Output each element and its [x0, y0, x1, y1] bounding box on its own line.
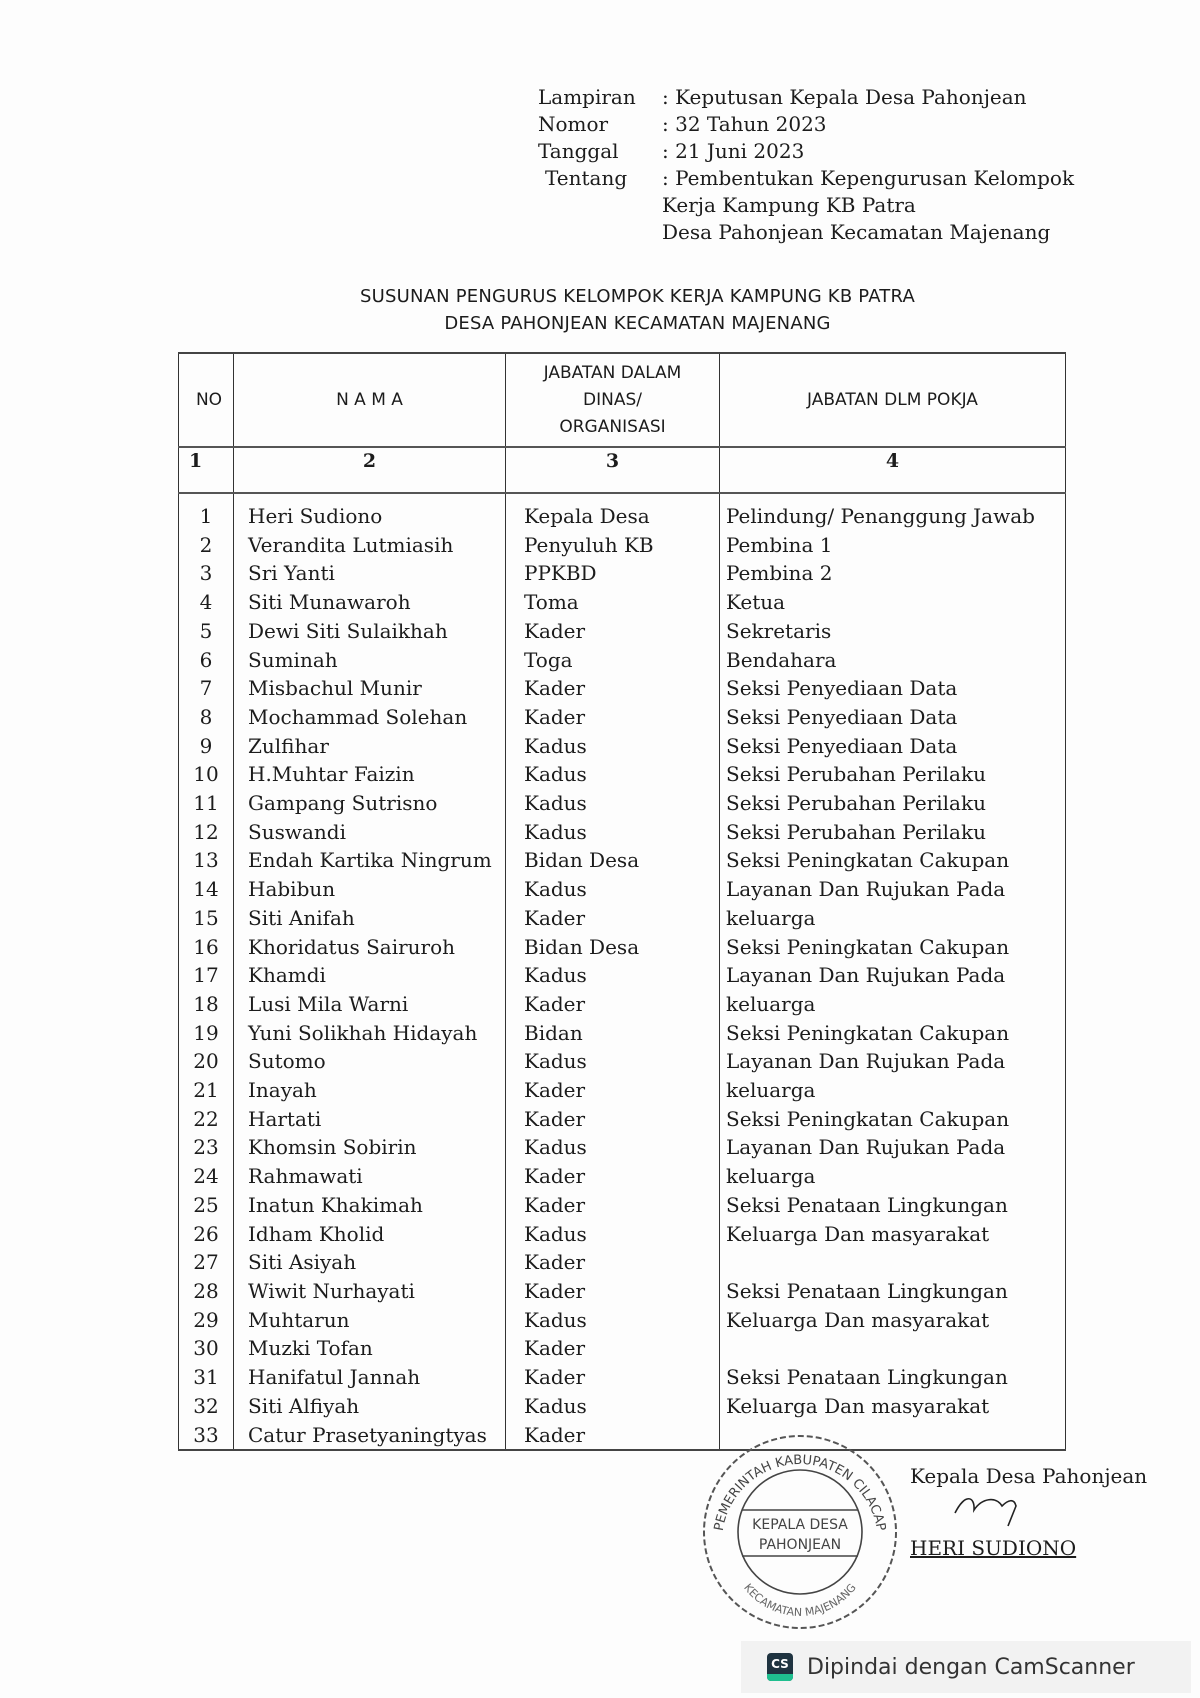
header-nama: N A M A	[234, 353, 506, 447]
signatory-name: HERI SUDIONO	[910, 1536, 1077, 1560]
jabatan-dinas: Kader	[506, 1277, 720, 1306]
header-jabatan-pokja: JABATAN DLM POKJA	[720, 353, 1066, 447]
row-number: 10	[179, 760, 234, 789]
table-row	[179, 531, 1066, 560]
table-row	[179, 674, 1066, 703]
table-row	[179, 1392, 1066, 1421]
member-name: Siti Munawaroh	[234, 588, 506, 617]
row-number: 13	[179, 846, 234, 875]
table-row	[179, 1047, 1066, 1076]
member-name: H.Muhtar Faizin	[234, 760, 506, 789]
signature-scribble	[950, 1488, 1040, 1528]
member-name: Sri Yanti	[234, 559, 506, 588]
member-name: Habibun	[234, 875, 506, 904]
table-row	[179, 1334, 1066, 1363]
jabatan-dinas: Kader	[506, 1162, 720, 1191]
nomor-value: : 32 Tahun 2023	[662, 112, 827, 136]
jabatan-dinas: Kadus	[506, 789, 720, 818]
member-name: Siti Alfiyah	[234, 1392, 506, 1421]
tentang-label: Tentang	[545, 166, 628, 190]
member-name: Dewi Siti Sulaikhah	[234, 617, 506, 646]
row-number: 4	[179, 588, 234, 617]
row-number: 14	[179, 875, 234, 904]
member-name: Gampang Sutrisno	[234, 789, 506, 818]
header-jabatan-dinas-line-2: DINAS/	[583, 389, 642, 410]
jabatan-dinas: Kader	[506, 617, 720, 646]
table-row	[179, 1306, 1066, 1335]
jabatan-dinas: Toma	[506, 588, 720, 617]
column-number-row	[179, 447, 1066, 493]
jabatan-dinas: Kadus	[506, 1047, 720, 1076]
row-number: 8	[179, 703, 234, 732]
member-name: Zulfihar	[234, 732, 506, 761]
jabatan-dinas: Kadus	[506, 760, 720, 789]
jabatan-dinas: Kadus	[506, 875, 720, 904]
row-number: 27	[179, 1248, 234, 1277]
lampiran-value: : Keputusan Kepala Desa Pahonjean	[662, 85, 1027, 109]
jabatan-dinas: Kadus	[506, 1133, 720, 1162]
jabatan-pokja: Seksi Perubahan Perilaku	[720, 789, 1066, 818]
table-row	[179, 1363, 1066, 1392]
table-row	[179, 732, 1066, 761]
jabatan-pokja	[720, 1334, 1066, 1363]
meta-lampiran	[538, 84, 1074, 111]
member-name: Muhtarun	[234, 1306, 506, 1335]
signature-block	[910, 1462, 1190, 1562]
member-name: Lusi Mila Warni	[234, 990, 506, 1019]
jabatan-pokja: Keluarga Dan masyarakat	[720, 1220, 1066, 1249]
jabatan-dinas: Kadus	[506, 1220, 720, 1249]
member-name: Mochammad Solehan	[234, 703, 506, 732]
member-name: Khomsin Sobirin	[234, 1133, 506, 1162]
table-row	[179, 760, 1066, 789]
table-row	[179, 933, 1066, 962]
table-row	[179, 703, 1066, 732]
jabatan-pokja: Sekretaris	[720, 617, 1066, 646]
table-row	[179, 1105, 1066, 1134]
row-number: 23	[179, 1133, 234, 1162]
member-name: Catur Prasetyaningtyas	[234, 1421, 506, 1451]
stamp-inner-line-2: PAHONJEAN	[758, 1537, 842, 1553]
jabatan-pokja: Pembina 1	[720, 531, 1066, 560]
jabatan-pokja: Seksi Peningkatan Cakupan	[720, 846, 1066, 875]
table-row	[179, 588, 1066, 617]
jabatan-pokja: Pelindung/ Penanggung Jawab	[720, 493, 1066, 531]
row-number: 12	[179, 818, 234, 847]
title-line-1: SUSUNAN PENGURUS KELOMPOK KERJA KAMPUNG KB PATRA	[359, 286, 915, 307]
table-row	[179, 1220, 1066, 1249]
jabatan-pokja: Keluarga Dan masyarakat	[720, 1392, 1066, 1421]
member-name: Hartati	[234, 1105, 506, 1134]
camscanner-banner	[741, 1641, 1191, 1693]
jabatan-dinas: Kadus	[506, 818, 720, 847]
jabatan-pokja: Seksi Penataan Lingkungan	[720, 1363, 1066, 1392]
member-name: Siti Asiyah	[234, 1248, 506, 1277]
village-stamp	[700, 1432, 900, 1632]
member-name: Idham Kholid	[234, 1220, 506, 1249]
jabatan-pokja: Seksi Peningkatan Cakupan	[720, 1019, 1066, 1048]
jabatan-dinas: Kadus	[506, 1392, 720, 1421]
table-row	[179, 493, 1066, 531]
member-name: Khoridatus Sairuroh	[234, 933, 506, 962]
table-row	[179, 818, 1066, 847]
row-number: 11	[179, 789, 234, 818]
row-number: 32	[179, 1392, 234, 1421]
header-jabatan-dinas-line-1: JABATAN DALAM	[543, 362, 682, 383]
row-number: 16	[179, 933, 234, 962]
table-row	[179, 961, 1066, 990]
member-name: Heri Sudiono	[234, 493, 506, 531]
member-name: Inatun Khakimah	[234, 1191, 506, 1220]
member-name: Inayah	[234, 1076, 506, 1105]
row-number: 26	[179, 1220, 234, 1249]
jabatan-dinas: Bidan Desa	[506, 933, 720, 962]
stamp-outer-text: PEMERINTAH KABUPATEN CILACAP	[711, 1452, 889, 1533]
jabatan-dinas: Kader	[506, 1363, 720, 1392]
jabatan-dinas: Kader	[506, 904, 720, 933]
stamp-bottom-text: KECAMATAN MAJENANG	[741, 1581, 859, 1620]
title-line-2: DESA PAHONJEAN KECAMATAN MAJENANG	[444, 313, 831, 334]
column-number: 3	[506, 447, 720, 493]
row-number: 22	[179, 1105, 234, 1134]
row-number: 7	[179, 674, 234, 703]
tentang-value: : Pembentukan Kepengurusan Kelompok	[662, 166, 1075, 190]
row-number: 5	[179, 617, 234, 646]
nomor-label: Nomor	[538, 112, 609, 136]
jabatan-pokja: Seksi Perubahan Perilaku	[720, 818, 1066, 847]
jabatan-dinas: Kadus	[506, 732, 720, 761]
row-number: 33	[179, 1421, 234, 1451]
jabatan-pokja: Layanan Dan Rujukan Pada	[720, 961, 1066, 990]
table-row	[179, 846, 1066, 875]
jabatan-pokja: Bendahara	[720, 646, 1066, 675]
camscanner-logo-icon: CS	[767, 1653, 793, 1681]
jabatan-pokja: Seksi Penataan Lingkungan	[720, 1191, 1066, 1220]
row-number: 21	[179, 1076, 234, 1105]
jabatan-pokja: Seksi Perubahan Perilaku	[720, 760, 1066, 789]
jabatan-dinas: Bidan	[506, 1019, 720, 1048]
table-body	[179, 493, 1066, 1450]
jabatan-dinas: Bidan Desa	[506, 846, 720, 875]
table-row	[179, 1248, 1066, 1277]
member-name: Rahmawati	[234, 1162, 506, 1191]
jabatan-pokja: Seksi Penyediaan Data	[720, 674, 1066, 703]
member-name: Khamdi	[234, 961, 506, 990]
row-number: 3	[179, 559, 234, 588]
jabatan-pokja: Seksi Peningkatan Cakupan	[720, 1105, 1066, 1134]
stamp-inner-line-1: KEPALA DESA	[752, 1517, 848, 1533]
jabatan-dinas: Kader	[506, 703, 720, 732]
row-number: 20	[179, 1047, 234, 1076]
jabatan-dinas: Kader	[506, 1248, 720, 1277]
jabatan-dinas: Kader	[506, 674, 720, 703]
jabatan-dinas: Kader	[506, 1076, 720, 1105]
row-number: 24	[179, 1162, 234, 1191]
jabatan-dinas: Kadus	[506, 1306, 720, 1335]
table-row	[179, 1133, 1066, 1162]
header-no: NO	[179, 353, 234, 447]
jabatan-dinas: Kader	[506, 990, 720, 1019]
jabatan-dinas: Toga	[506, 646, 720, 675]
row-number: 6	[179, 646, 234, 675]
tanggal-label: Tanggal	[538, 139, 619, 163]
table-row	[179, 1277, 1066, 1306]
jabatan-pokja: keluarga	[720, 904, 1066, 933]
header-jabatan-dinas-line-3: ORGANISASI	[559, 416, 666, 437]
table-row	[179, 1019, 1066, 1048]
member-name: Verandita Lutmiasih	[234, 531, 506, 560]
member-name: Suminah	[234, 646, 506, 675]
jabatan-dinas: PPKBD	[506, 559, 720, 588]
table-row	[179, 904, 1066, 933]
table-row	[179, 789, 1066, 818]
tentang-line-3: Desa Pahonjean Kecamatan Majenang	[662, 220, 1051, 244]
jabatan-dinas: Penyuluh KB	[506, 531, 720, 560]
member-name: Hanifatul Jannah	[234, 1363, 506, 1392]
table-row	[179, 646, 1066, 675]
member-name: Sutomo	[234, 1047, 506, 1076]
jabatan-pokja: Seksi Penataan Lingkungan	[720, 1277, 1066, 1306]
row-number: 15	[179, 904, 234, 933]
table-row	[179, 617, 1066, 646]
table-row	[179, 990, 1066, 1019]
row-number: 17	[179, 961, 234, 990]
header-jabatan-dinas	[506, 353, 720, 447]
table-row	[179, 875, 1066, 904]
jabatan-dinas: Kader	[506, 1421, 720, 1451]
lampiran-label: Lampiran	[538, 85, 636, 109]
signature-title: Kepala Desa Pahonjean	[910, 1464, 1148, 1488]
jabatan-pokja	[720, 1248, 1066, 1277]
tentang-line-2: Kerja Kampung KB Patra	[662, 193, 916, 217]
document-title	[0, 283, 1200, 337]
member-name: Endah Kartika Ningrum	[234, 846, 506, 875]
row-number: 18	[179, 990, 234, 1019]
column-number: 1	[179, 447, 234, 493]
table-row	[179, 1076, 1066, 1105]
meta-tanggal	[538, 138, 1074, 165]
row-number: 30	[179, 1334, 234, 1363]
jabatan-pokja: keluarga	[720, 1076, 1066, 1105]
row-number: 9	[179, 732, 234, 761]
column-number: 4	[720, 447, 1066, 493]
column-number: 2	[234, 447, 506, 493]
member-name: Wiwit Nurhayati	[234, 1277, 506, 1306]
jabatan-dinas: Kader	[506, 1191, 720, 1220]
jabatan-pokja: Seksi Penyediaan Data	[720, 703, 1066, 732]
jabatan-pokja: Layanan Dan Rujukan Pada	[720, 1047, 1066, 1076]
jabatan-pokja: Layanan Dan Rujukan Pada	[720, 1133, 1066, 1162]
table-row	[179, 1421, 1066, 1451]
member-name: Suswandi	[234, 818, 506, 847]
table-row	[179, 1162, 1066, 1191]
jabatan-dinas: Kader	[506, 1334, 720, 1363]
row-number: 29	[179, 1306, 234, 1335]
row-number: 2	[179, 531, 234, 560]
member-name: Muzki Tofan	[234, 1334, 506, 1363]
row-number: 28	[179, 1277, 234, 1306]
jabatan-pokja: keluarga	[720, 1162, 1066, 1191]
table-row	[179, 1191, 1066, 1220]
jabatan-dinas: Kadus	[506, 961, 720, 990]
member-name: Misbachul Munir	[234, 674, 506, 703]
member-name: Yuni Solikhah Hidayah	[234, 1019, 506, 1048]
jabatan-pokja: Seksi Penyediaan Data	[720, 732, 1066, 761]
jabatan-pokja: Seksi Peningkatan Cakupan	[720, 933, 1066, 962]
jabatan-dinas: Kepala Desa	[506, 493, 720, 531]
jabatan-pokja: Ketua	[720, 588, 1066, 617]
jabatan-pokja: Pembina 2	[720, 559, 1066, 588]
row-number: 1	[179, 493, 234, 531]
jabatan-pokja: Layanan Dan Rujukan Pada	[720, 875, 1066, 904]
jabatan-pokja: keluarga	[720, 990, 1066, 1019]
jabatan-dinas: Kader	[506, 1105, 720, 1134]
table-row	[179, 559, 1066, 588]
table-header-row	[179, 353, 1066, 447]
row-number: 19	[179, 1019, 234, 1048]
camscanner-text: Dipindai dengan CamScanner	[807, 1654, 1135, 1680]
row-number: 25	[179, 1191, 234, 1220]
meta-nomor	[538, 111, 1074, 138]
pengurus-table	[178, 352, 1066, 1451]
member-name: Siti Anifah	[234, 904, 506, 933]
tanggal-value: : 21 Juni 2023	[662, 139, 805, 163]
document-meta	[538, 84, 1074, 246]
row-number: 31	[179, 1363, 234, 1392]
meta-tentang	[538, 165, 1074, 192]
jabatan-pokja: Keluarga Dan masyarakat	[720, 1306, 1066, 1335]
